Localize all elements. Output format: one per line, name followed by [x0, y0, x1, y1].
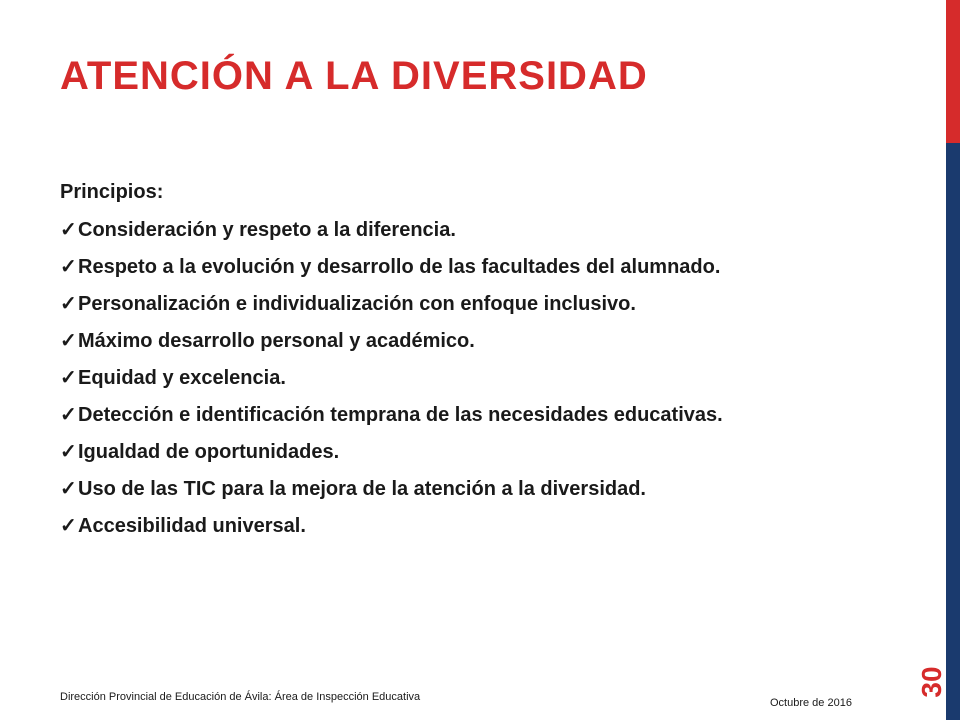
slide-title: ATENCIÓN A LA DIVERSIDAD: [60, 54, 648, 98]
principle-text: Equidad y excelencia.: [78, 367, 286, 389]
principle-text: Accesibilidad universal.: [78, 515, 306, 537]
page-number: 30: [916, 666, 947, 698]
principle-item: [60, 218, 880, 242]
principle-text: Respeto a la evolución y desarrollo de las facultades del alumnado.: [78, 256, 721, 278]
principle-text: Máximo desarrollo personal y académico.: [78, 330, 475, 352]
principles-list: [60, 218, 880, 538]
sidebar-accent-navy: [946, 143, 960, 720]
checkmark-icon: ✓: [60, 256, 77, 278]
principles-heading: Principios:: [60, 181, 164, 203]
checkmark-icon: ✓: [60, 404, 77, 426]
principle-text: Igualdad de oportunidades.: [78, 441, 340, 463]
checkmark-icon: ✓: [60, 293, 77, 315]
checkmark-icon: ✓: [60, 441, 77, 463]
principle-item: [60, 255, 880, 279]
principle-text: Personalización e individualización con enfoque inclusivo.: [78, 293, 636, 315]
principle-item: [60, 329, 880, 353]
principle-item: [60, 366, 880, 390]
principle-text: Uso de las TIC para la mejora de la atención a la diversidad.: [78, 478, 646, 500]
principle-item: [60, 514, 880, 538]
principle-text: Detección e identificación temprana de las necesidades educativas.: [78, 404, 723, 426]
principle-item: [60, 440, 880, 464]
principle-item: [60, 403, 880, 427]
footer-date: Octubre de 2016: [770, 697, 852, 709]
checkmark-icon: ✓: [60, 367, 77, 389]
sidebar-accent-red: [946, 0, 960, 143]
checkmark-icon: ✓: [60, 515, 77, 537]
slide-content: [60, 180, 880, 551]
principle-item: [60, 292, 880, 316]
checkmark-icon: ✓: [60, 330, 77, 352]
footer-organization: Dirección Provincial de Educación de Ávila: Área de Inspección Educativa: [60, 691, 421, 703]
principle-text: Consideración y respeto a la diferencia.: [78, 219, 456, 241]
principle-item: [60, 477, 880, 501]
checkmark-icon: ✓: [60, 219, 77, 241]
checkmark-icon: ✓: [60, 478, 77, 500]
